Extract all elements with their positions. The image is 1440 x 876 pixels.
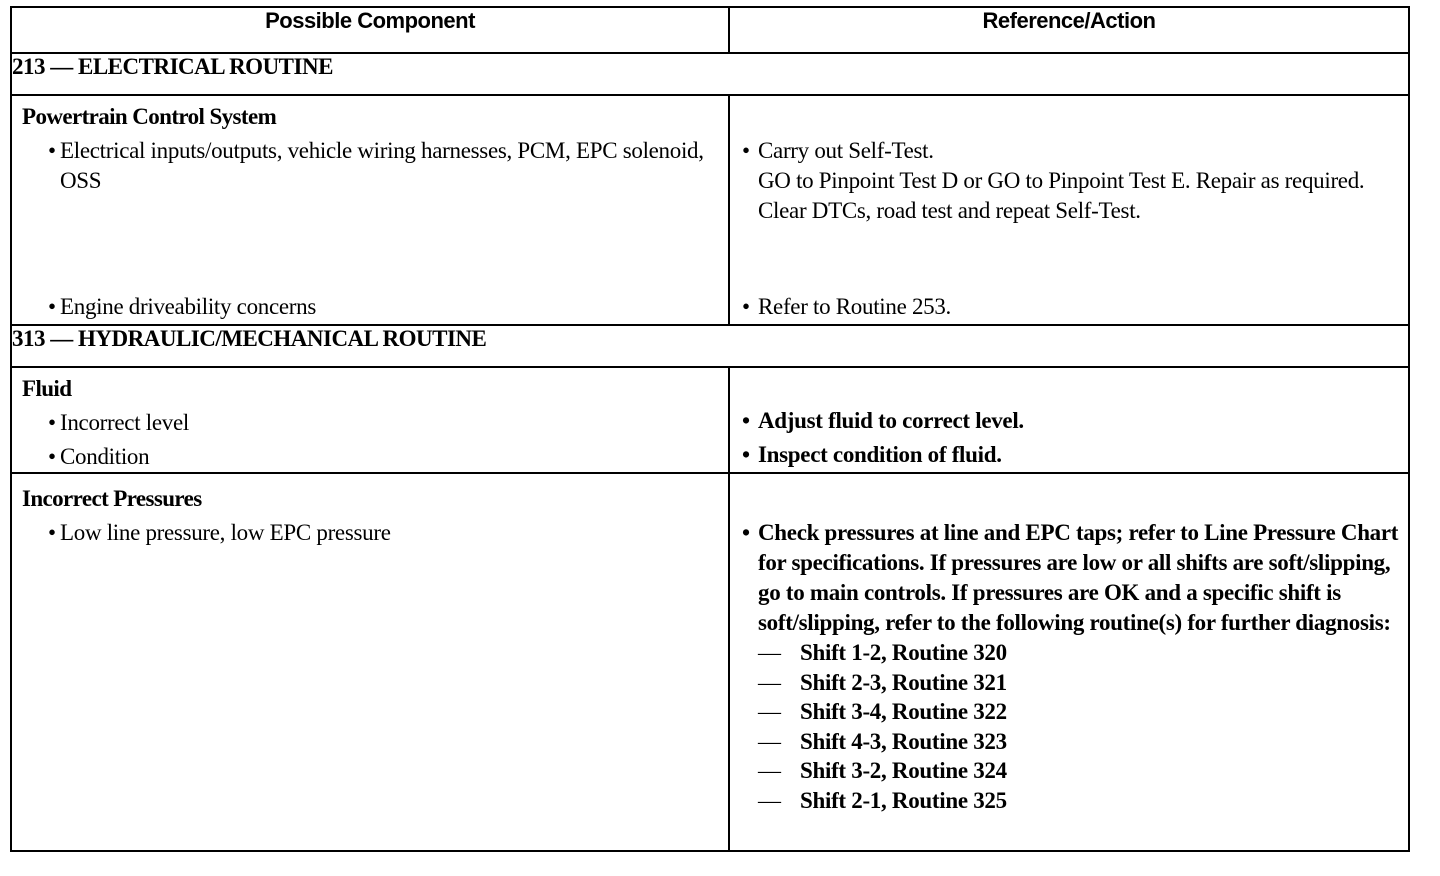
component-item — [12, 442, 728, 472]
routine-subitem — [730, 756, 1408, 786]
routine-subitem — [730, 727, 1408, 757]
bullet-icon: • — [48, 410, 56, 435]
dash-icon: — — [758, 699, 781, 724]
section-row-213 — [11, 53, 1409, 95]
action-item-text: Carry out Self-Test. — [758, 138, 934, 163]
component-item — [12, 408, 728, 438]
bullet-icon: • — [48, 520, 56, 545]
header-reference-action: Reference/Action — [729, 7, 1409, 53]
section-row-313 — [11, 325, 1409, 367]
group-row-incorrect-pressures — [11, 473, 1409, 851]
bullet-icon: • — [742, 138, 750, 163]
component-cell — [11, 473, 729, 851]
routine-subitem-text: Shift 4-3, Routine 323 — [800, 728, 1007, 754]
action-item — [730, 518, 1408, 638]
component-item-text: Condition — [60, 444, 150, 469]
routine-subitem — [730, 638, 1408, 668]
bullet-icon: • — [742, 442, 750, 467]
action-cell — [729, 473, 1409, 851]
routine-subitem — [730, 668, 1408, 698]
bullet-icon: • — [742, 408, 750, 433]
action-cell — [729, 367, 1409, 473]
action-item-text: Refer to Routine 253. — [758, 294, 951, 319]
header-possible-component: Possible Component — [11, 7, 729, 53]
action-continuation: GO to Pinpoint Test D or GO to Pinpoint Test E. Repair as required. Clear DTCs, road test and repeat Self-Test. — [758, 168, 1365, 223]
routine-subitem — [730, 786, 1408, 816]
component-item-text: Low line pressure, low EPC pressure — [60, 520, 391, 545]
routine-subitem-text: Shift 1-2, Routine 320 — [800, 640, 1007, 665]
dash-icon: — — [758, 758, 781, 783]
section-title: 213 — ELECTRICAL ROUTINE — [11, 53, 1409, 95]
group-row-powertrain — [11, 95, 1409, 325]
component-cell — [11, 95, 729, 325]
dash-icon: — — [758, 640, 781, 665]
bullet-icon: • — [742, 294, 750, 319]
component-item — [12, 518, 728, 548]
routine-subitem-text: Shift 3-2, Routine 324 — [800, 758, 1007, 783]
bullet-icon: • — [742, 520, 750, 545]
group-row-fluid — [11, 367, 1409, 473]
action-item — [730, 292, 957, 322]
routine-subitem-text: Shift 3-4, Routine 322 — [800, 699, 1007, 724]
action-item-text: Check pressures at line and EPC taps; refer to Line Pressure Chart for specifications. If pressures are low or all shifts are soft/slipping, go to main controls. If pressures are OK and a specific shift is soft/slipping, refer to the following routine(s) for further diagnosis: — [758, 520, 1399, 635]
section-title: 313 — HYDRAULIC/MECHANICAL ROUTINE — [11, 325, 1409, 367]
component-item — [12, 292, 316, 322]
action-item — [730, 406, 1408, 436]
routine-sublist — [730, 638, 1408, 815]
category-title: Powertrain Control System — [22, 104, 277, 129]
category-title: Incorrect Pressures — [22, 486, 202, 511]
component-item-text: Electrical inputs/outputs, vehicle wiring harnesses, PCM, EPC solenoid, OSS — [60, 138, 704, 193]
component-cell — [11, 367, 729, 473]
routine-subitem — [730, 697, 1408, 727]
component-item-text: Incorrect level — [60, 410, 189, 435]
action-item-text: Inspect condition of fluid. — [758, 442, 1002, 467]
component-item-text: Engine driveability concerns — [60, 294, 317, 319]
bullet-icon: • — [48, 444, 56, 469]
action-item — [730, 440, 1408, 470]
action-item-text: Adjust fluid to correct level. — [758, 408, 1024, 433]
diagnostic-document — [10, 6, 1408, 856]
bullet-icon: • — [48, 294, 56, 319]
dash-icon: — — [758, 787, 781, 813]
diagnosis-table — [10, 6, 1410, 852]
dash-icon: — — [758, 728, 781, 754]
routine-subitem-text: Shift 2-1, Routine 325 — [800, 787, 1007, 813]
category-title: Fluid — [22, 376, 72, 401]
action-item — [730, 136, 1408, 166]
dash-icon: — — [758, 669, 781, 695]
table-header-row — [11, 7, 1409, 53]
action-cell — [729, 95, 1409, 325]
routine-subitem-text: Shift 2-3, Routine 321 — [800, 669, 1007, 695]
component-item — [12, 136, 728, 196]
bullet-icon: • — [48, 138, 56, 163]
